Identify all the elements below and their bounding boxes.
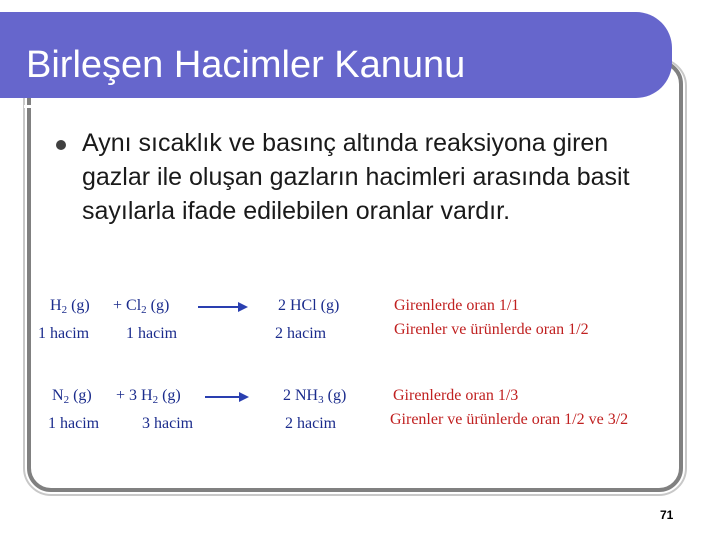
reaction1-ratio-products: Girenler ve ürünlerde oran 1/2: [394, 321, 589, 338]
slide-title: Birleşen Hacimler Kanunu: [26, 44, 466, 86]
title-bar: [0, 12, 672, 98]
reaction2-reactant2: + 3 $H_2$ (g): [116, 387, 181, 406]
reaction2-arrow-icon: [205, 396, 247, 398]
reaction1-arrow-icon: [198, 306, 246, 308]
reaction1-reactant2: + $Cl_2$ (g): [113, 297, 170, 316]
reaction2-ratio-reactants: Girenlerde oran 1/3: [393, 387, 519, 404]
reaction1-volume2: 1 hacim: [126, 325, 178, 342]
reaction1-reactant1: $H_2$ (g): [50, 297, 90, 316]
reaction1-ratio-reactants: Girenlerde oran 1/1: [394, 297, 520, 314]
reaction2-ratio-products: Girenler ve ürünlerde oran 1/2 ve 3/2: [390, 411, 629, 428]
page-number: 71: [660, 508, 674, 522]
bullet-text: Aynı sıcaklık ve basınç altında reaksiyona giren gazlar ile oluşan gazların hacimleri arasında basit sayılarla ifade edilebilen oranlar vardır.: [82, 129, 630, 225]
reaction1-product: 2 HCl (g): [278, 297, 340, 314]
reaction2-product: 2 $NH_3$ (g): [283, 387, 347, 406]
reaction1-volume1: 1 hacim: [38, 325, 90, 342]
reaction2-volume2: 3 hacim: [142, 415, 194, 432]
reaction2-volume1: 1 hacim: [48, 415, 100, 432]
reaction1-volume3: 2 hacim: [275, 325, 327, 342]
bullet-icon: [56, 140, 66, 150]
reaction2-reactant1: $N_2$ (g): [52, 387, 92, 406]
title-underline: [24, 105, 638, 108]
reaction2-volume3: 2 hacim: [285, 415, 337, 432]
